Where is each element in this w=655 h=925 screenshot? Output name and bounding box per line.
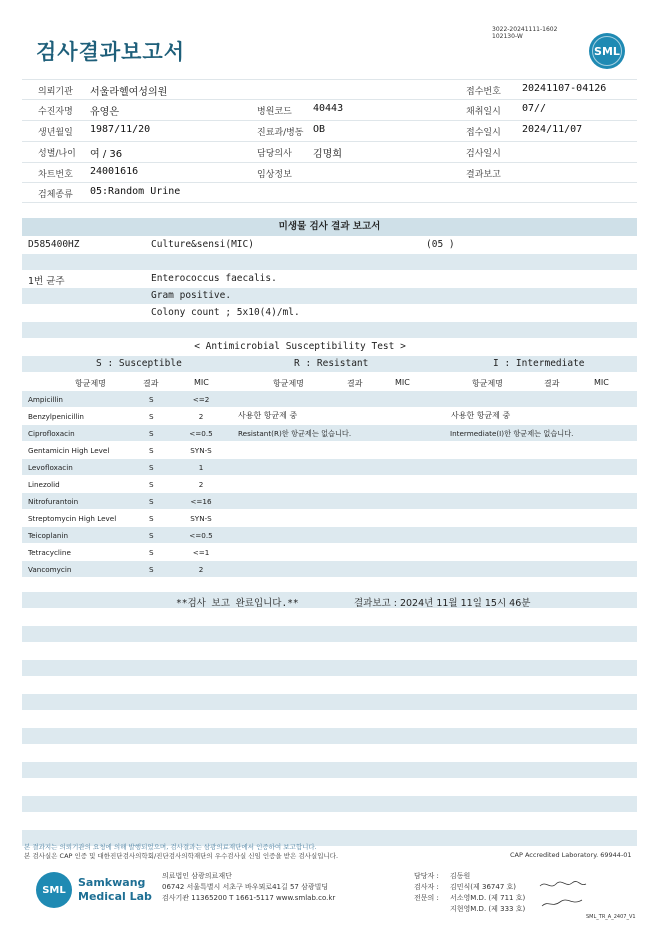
organism-line: Enterococcus faecalis. xyxy=(151,273,277,284)
signature-image xyxy=(538,878,588,912)
result-time: 결과보고 : 2024년 11월 11일 15시 46분 xyxy=(354,598,531,609)
section-title: 미생물 검사 결과 보고서 xyxy=(22,218,637,236)
report-code-line1: 3022-20241111-1602 xyxy=(492,26,558,33)
ast-title: < Antimicrobial Susceptibility Test > xyxy=(194,341,406,352)
drug-mic: <=16 xyxy=(190,497,212,506)
result-report-label: 결과보고 xyxy=(466,170,501,180)
col-result-header: 결과 xyxy=(347,379,363,388)
col-mic-header: MIC xyxy=(194,378,209,387)
stripe xyxy=(22,762,637,778)
note-usable-2: 사용한 항균제 중 xyxy=(451,411,511,420)
drug-result: S xyxy=(149,395,154,404)
drug-name: Ampicillin xyxy=(28,395,63,404)
drug-name: Ciprofloxacin xyxy=(28,429,75,438)
stripe xyxy=(22,592,637,608)
receipt-date-value: 2024/11/07 xyxy=(522,124,583,135)
stripe xyxy=(22,626,637,642)
drug-mic: 2 xyxy=(198,412,204,421)
name-value: 유영은 xyxy=(90,107,119,118)
drug-name: Vancomycin xyxy=(28,565,72,574)
stripe xyxy=(22,322,637,338)
col-drug-header: 항균제명 xyxy=(273,379,304,388)
drug-result: S xyxy=(149,548,154,557)
legend-resistant: R : Resistant xyxy=(294,358,369,369)
drug-result: S xyxy=(149,531,154,540)
table-row-stripe xyxy=(22,561,637,577)
stripe xyxy=(22,254,637,270)
drug-name: Nitrofurantoin xyxy=(28,497,79,506)
drug-result: S xyxy=(149,412,154,421)
table-row-stripe xyxy=(22,527,637,543)
complete-message: **검사 보고 완료입니다.** xyxy=(176,598,299,609)
drug-result: S xyxy=(149,446,154,455)
drug-result: S xyxy=(149,565,154,574)
doctor-label: 담당의사 xyxy=(257,149,292,159)
drug-mic: 2 xyxy=(198,565,204,574)
divider xyxy=(22,182,637,183)
drug-name: Teicoplanin xyxy=(28,531,69,540)
divider xyxy=(22,120,637,121)
tester-label: 검사자 : xyxy=(414,883,439,891)
organism-line: Colony count ; 5x10(4)/ml. xyxy=(151,307,300,318)
stripe xyxy=(22,288,637,304)
clinical-label: 임상정보 xyxy=(257,170,292,180)
divider xyxy=(22,202,637,203)
chart-no-value: 24001616 xyxy=(90,166,139,177)
table-row-stripe xyxy=(22,391,637,407)
col-result-header: 결과 xyxy=(544,379,560,388)
receipt-no-label: 접수번호 xyxy=(466,87,501,97)
ward-code-value: 40443 xyxy=(313,103,344,114)
stripe xyxy=(22,660,637,676)
divider xyxy=(22,141,637,142)
birth-label: 생년월일 xyxy=(38,128,73,138)
disclaimer: 본 결과지는 의뢰기관의 요청에 의해 발행되었으며, 검사결과는 삼광의료재단에서 인증하여 보고합니다. xyxy=(24,843,317,851)
collect-date-value: 07// xyxy=(522,103,547,114)
certification: 본 검사실은 CAP 인증 및 대한진단검사의학회/진단검사의학재단의 우수검사실 신임 인증을 받은 검사실입니다. xyxy=(24,852,339,860)
org-contact: 검사기관 11365200 T 1661-5117 www.smlab.co.kr xyxy=(162,894,336,902)
legend-susceptible: S : Susceptible xyxy=(96,358,182,369)
organism-label: 1번 균주 xyxy=(28,276,65,287)
name-label: 수진자명 xyxy=(38,107,73,117)
divider xyxy=(22,162,637,163)
sml-footer-logo: SML xyxy=(36,872,72,908)
drug-result: S xyxy=(149,429,154,438)
drug-name: Gentamicin High Level xyxy=(28,446,110,455)
table-row-stripe xyxy=(22,493,637,509)
divider xyxy=(22,99,637,100)
expert-label: 전문의 : xyxy=(414,894,439,902)
stripe xyxy=(22,694,637,710)
note-intermediate: Intermediate(I)한 항균제는 없습니다. xyxy=(450,429,574,438)
col-result-header: 결과 xyxy=(143,379,159,388)
drug-mic: 1 xyxy=(198,463,204,472)
ward-code-label: 병원코드 xyxy=(257,107,292,117)
col-drug-header: 항균제명 xyxy=(472,379,503,388)
test-date-label: 검사일시 xyxy=(466,149,501,159)
receipt-date-label: 접수일시 xyxy=(466,128,501,138)
drug-name: Linezolid xyxy=(28,480,60,489)
note-usable: 사용한 항균제 중 xyxy=(238,411,298,420)
drug-mic: <=1 xyxy=(192,548,210,557)
col-drug-header: 항균제명 xyxy=(75,379,106,388)
divider xyxy=(22,79,637,80)
form-code: SML_TR_A_2407_V1 xyxy=(586,914,636,920)
drug-mic: SYN-S xyxy=(190,446,212,455)
staff-name: 김동원 xyxy=(450,872,471,880)
stripe xyxy=(22,796,637,812)
sex-age-value: 여 / 36 xyxy=(90,149,123,160)
col-mic-header: MIC xyxy=(594,378,609,387)
drug-result: S xyxy=(149,480,154,489)
table-row-stripe xyxy=(22,459,637,475)
drug-mic: <=0.5 xyxy=(189,429,213,438)
collect-date-label: 채취일시 xyxy=(466,107,501,117)
brand-line2: Medical Lab xyxy=(78,890,152,903)
brand-line1: Samkwang xyxy=(78,876,146,889)
drug-result: S xyxy=(149,497,154,506)
test-number: (05 ) xyxy=(426,239,455,250)
drug-name: Tetracycline xyxy=(28,548,71,557)
expert-name-1: 서소영M.D. (제 711 호) xyxy=(450,894,526,902)
expert-name-2: 지현영M.D. (제 333 호) xyxy=(450,905,526,913)
institution-label: 의뢰기관 xyxy=(38,87,73,97)
birth-value: 1987/11/20 xyxy=(90,124,151,135)
report-code-line2: 102130-W xyxy=(492,33,523,40)
specimen-value: 05:Random Urine xyxy=(90,186,181,197)
doctor-value: 김명희 xyxy=(313,149,342,160)
drug-mic: 2 xyxy=(198,480,204,489)
org-name: 의료법인 삼광의료재단 xyxy=(162,872,232,880)
drug-name: Streptomycin High Level xyxy=(28,514,117,523)
test-name: Culture&sensi(MIC) xyxy=(151,239,254,250)
drug-mic: <=0.5 xyxy=(189,531,213,540)
col-mic-header: MIC xyxy=(395,378,410,387)
specimen-label: 검체종류 xyxy=(38,190,73,200)
page-title: 검사결과보고서 xyxy=(36,40,186,64)
test-code: D585400HZ xyxy=(28,239,80,250)
drug-result: S xyxy=(149,514,154,523)
drug-mic: SYN-S xyxy=(190,514,212,523)
org-address: 06742 서울특별시 서초구 바우뫼로41길 57 삼광빌딩 xyxy=(162,883,329,891)
sml-logo: SML xyxy=(589,33,625,69)
drug-name: Levofloxacin xyxy=(28,463,73,472)
organism-line: Gram positive. xyxy=(151,290,232,301)
drug-name: Benzylpenicillin xyxy=(28,412,84,421)
sex-age-label: 성별/나이 xyxy=(38,149,76,159)
note-resistant: Resistant(R)한 항균제는 없습니다. xyxy=(238,429,352,438)
legend-intermediate: I : Intermediate xyxy=(493,358,585,369)
dept-label: 진료과/병동 xyxy=(257,128,304,138)
drug-mic: <=2 xyxy=(192,395,210,404)
chart-no-label: 차트번호 xyxy=(38,170,73,180)
institution-value: 서울라헬여성의원 xyxy=(90,87,168,98)
tester-name: 김민식(제 36747 호) xyxy=(450,883,516,891)
stripe xyxy=(22,728,637,744)
cap-accreditation: CAP Accredited Laboratory. 69944-01 xyxy=(510,851,632,859)
dept-value: OB xyxy=(313,124,326,135)
staff-label: 담당자 : xyxy=(414,872,439,880)
receipt-no-value: 20241107-04126 xyxy=(522,83,607,94)
drug-result: S xyxy=(149,463,154,472)
